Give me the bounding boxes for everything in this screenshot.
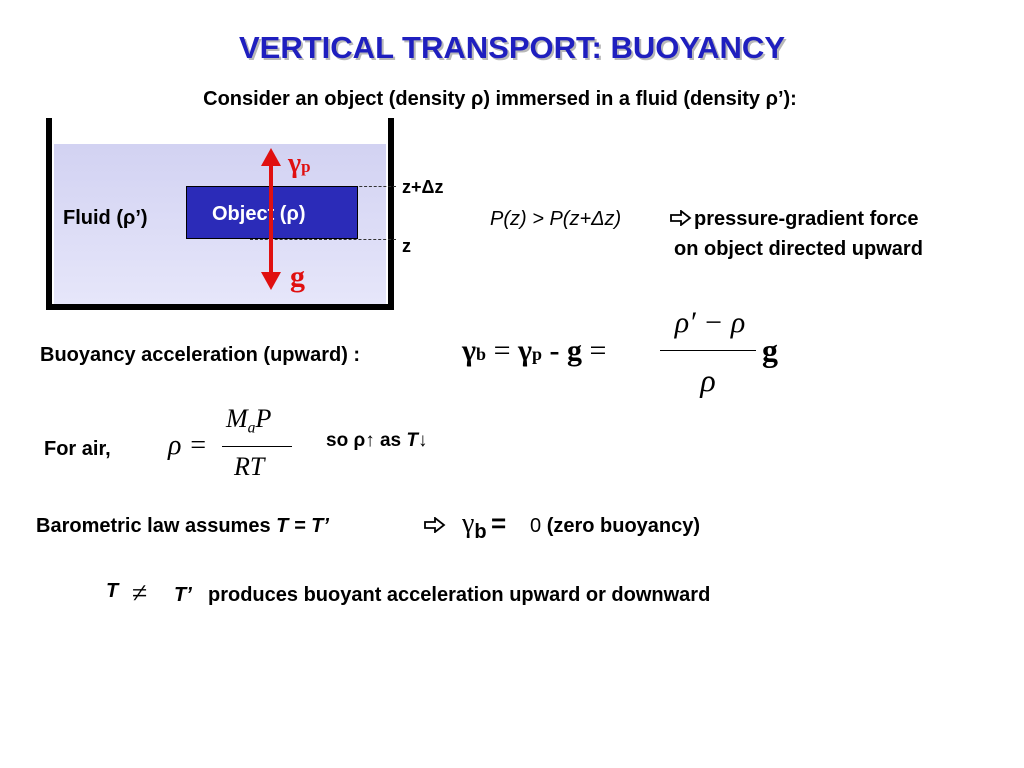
zero-paren: (zero buoyancy) xyxy=(546,515,701,537)
num-a: a xyxy=(247,419,256,437)
not-equal-symbol: ≠ xyxy=(132,578,148,609)
buoyancy-equation xyxy=(462,334,606,368)
gamma-sub: p xyxy=(301,157,311,176)
num-p: P xyxy=(255,404,272,433)
pressure-line-1: pressure-gradient force xyxy=(694,208,919,230)
air-label: For air, xyxy=(44,438,111,460)
level-bottom-label: z xyxy=(402,236,411,256)
g-after: g xyxy=(762,332,778,368)
level-top-label: z+Δz xyxy=(402,177,444,197)
pressure-line-2: on object directed upward xyxy=(674,238,923,260)
page-title: VERTICAL TRANSPORT: BUOYANCY xyxy=(239,30,785,65)
implies-arrow-icon-2 xyxy=(424,517,446,533)
container-bottom-wall xyxy=(46,304,394,310)
air-denominator: RT xyxy=(234,452,265,481)
equals-sign: = xyxy=(493,334,511,367)
gamma-b-symbol: γ xyxy=(462,334,477,367)
container-left-wall xyxy=(46,118,52,310)
buoyancy-denominator: ρ xyxy=(700,362,716,398)
barometric-text: Barometric law assumes xyxy=(36,515,271,537)
num-m: M xyxy=(226,404,248,433)
zero-value: 0 xyxy=(530,515,542,537)
equals-sign-2: = xyxy=(589,334,607,367)
fluid-label: Fluid (ρ’) xyxy=(63,207,148,229)
rho-equals: ρ = xyxy=(168,430,208,461)
fraction-bar xyxy=(660,350,756,351)
implies-arrow-icon xyxy=(670,210,692,226)
sub-b: b xyxy=(476,344,487,364)
air-fraction-bar xyxy=(222,446,292,447)
g-symbol: g xyxy=(567,334,583,367)
barometric-line xyxy=(36,515,329,538)
minus-sign: - xyxy=(549,334,560,367)
intro-text: Consider an object (density ρ) immersed in a fluid (density ρ’): xyxy=(203,88,797,110)
container-right-wall xyxy=(388,118,394,310)
gamma-symbol: γ xyxy=(288,148,302,179)
buoyancy-label: Buoyancy acceleration (upward) : xyxy=(40,344,361,366)
g-label: g xyxy=(290,260,305,293)
air-note-so: so ρ↑ as xyxy=(326,430,402,451)
gamma-b-zero xyxy=(462,508,507,543)
air-note-t: T xyxy=(406,430,419,451)
air-note-down: ↓ xyxy=(418,430,428,451)
force-arrow-icon xyxy=(258,148,284,290)
sub-p: p xyxy=(532,344,543,364)
gamma-b-sub-2: b xyxy=(474,521,487,543)
gamma-p-label xyxy=(288,148,311,180)
equals-sign-3: = xyxy=(491,508,507,538)
neq-text: produces buoyant acceleration upward or downward xyxy=(208,584,711,606)
air-note xyxy=(326,430,428,452)
object-label: Object (ρ) xyxy=(212,203,306,225)
barometric-expr: T = T’ xyxy=(276,515,329,537)
neq-t: T xyxy=(106,580,119,602)
zero-buoyancy xyxy=(530,515,700,538)
gamma-b-symbol-2: γ xyxy=(462,508,475,539)
pressure-expression: P(z) > P(z+Δz) xyxy=(490,208,622,230)
gamma-p-symbol: γ xyxy=(517,334,533,367)
air-numerator xyxy=(226,404,271,437)
neq-t-prime: T’ xyxy=(174,584,192,606)
buoyancy-numerator: ρ′ − ρ xyxy=(674,306,746,339)
